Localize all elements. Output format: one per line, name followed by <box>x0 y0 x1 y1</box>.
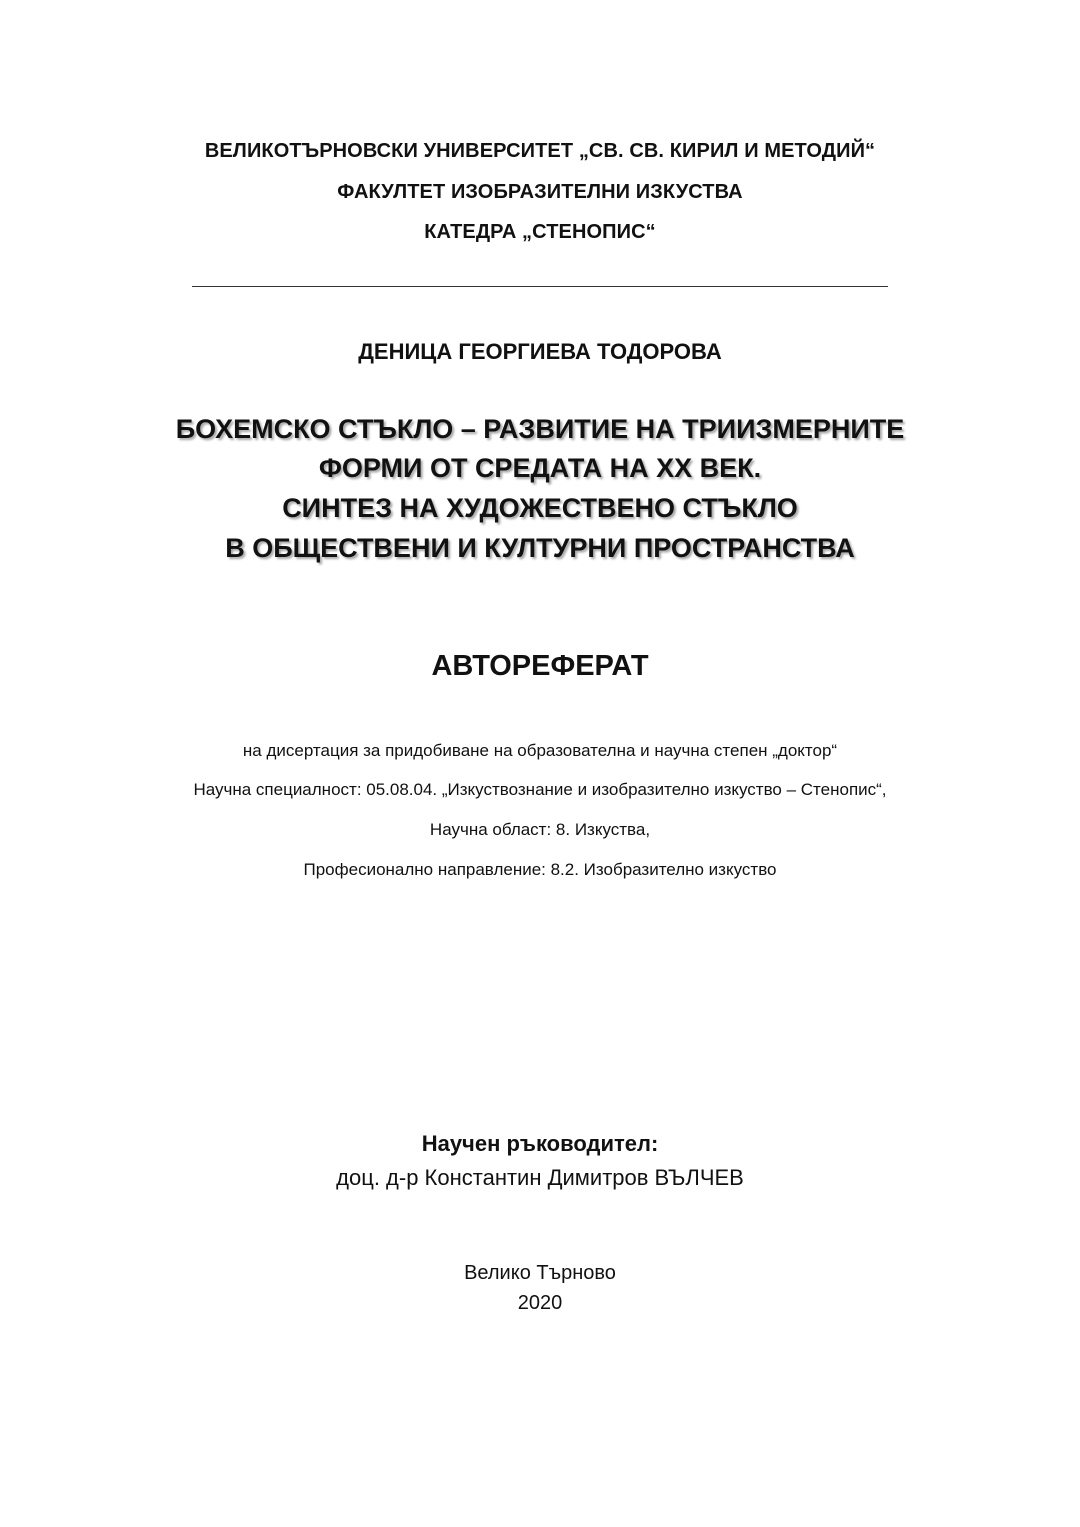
dissertation-title-line-3: СИНТЕЗ НА ХУДОЖЕСТВЕНО СТЪКЛО <box>282 493 798 523</box>
dissertation-title-line-1: БОХЕМСКО СТЪКЛО – РАЗВИТИЕ НА ТРИИЗМЕРНИТЕ <box>175 414 905 444</box>
faculty-name: ФАКУЛТЕТ ИЗОБРАЗИТЕЛНИ ИЗКУСТВА <box>337 181 743 203</box>
direction-line: Професионално направление: 8.2. Изобразително изкуство <box>303 860 777 879</box>
supervisor-name: доц. д-р Константин Димитров ВЪЛЧЕВ <box>336 1165 744 1190</box>
degree-line: на дисертация за придобиване на образователна и научна степен „доктор“ <box>242 741 838 760</box>
dissertation-title-line-2: ФОРМИ ОТ СРЕДАТА НА XX ВЕК. <box>318 453 762 483</box>
header-divider <box>192 286 888 287</box>
department-name: КАТЕДРА „СТЕНОПИС“ <box>424 221 656 243</box>
place: Велико Търново <box>464 1262 616 1284</box>
supervisor-label: Научен ръководител: <box>421 1131 659 1156</box>
dissertation-title-line-4: В ОБЩЕСТВЕНИ И КУЛТУРНИ ПРОСТРАНСТВА <box>225 533 855 563</box>
year: 2020 <box>517 1292 563 1314</box>
university-name: ВЕЛИКОТЪРНОВСКИ УНИВЕРСИТЕТ „СВ. СВ. КИРИЛ И МЕТОДИЙ“ <box>204 140 876 162</box>
author-name: ДЕНИЦА ГЕОРГИЕВА ТОДОРОВА <box>358 339 722 364</box>
document-type: АВТОРЕФЕРАТ <box>431 650 649 682</box>
specialty-line: Научна специалност: 05.08.04. „Изкуствознание и изобразително изкуство – Стенопис“, <box>193 780 887 799</box>
field-line: Научна област: 8. Изкуства, <box>429 820 651 839</box>
